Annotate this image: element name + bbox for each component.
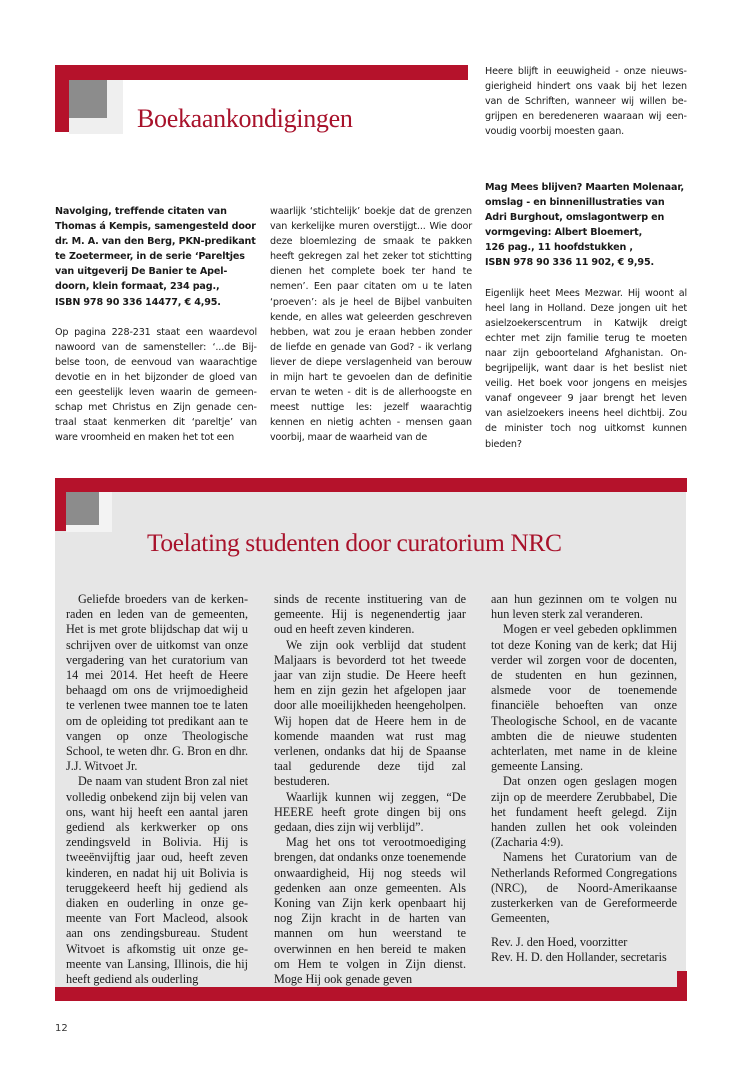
section1-heading: Boekaankondigingen: [137, 104, 353, 133]
section2-col3: [491, 592, 677, 926]
section1-col3-top-text: [485, 64, 687, 139]
book1-info-line: doorn, klein formaat, 234 pag.,: [55, 281, 220, 293]
section1-header-bar-side: [55, 65, 69, 132]
letter-paragraph: Mag het ons tot verootmoediging brengen, dat ondanks onze toenemende onwaardigheid, Hij nog steeds wil gedenken aan onze gemeenten. Als Koning van Zijn kerk openbaart hij nog Zijn kracht in de harten van mannen om hun weerstand te overwinnen en hen bereid te maken om Hem te volgen in Zijn dienst. Moge Hij ook genade geven: [274, 835, 466, 987]
section2-gray-square: [66, 492, 99, 525]
book1-info: [55, 204, 257, 310]
letter-paragraph: De naam van student Bron zal niet volledig onbekend zijn bij velen van ons, want hij heeft een aantal jaren gediend als kerkwerker op ons zendingsveld in Bolivia. Hij is tweeënvijftig jaar oud, heeft zeven kinderen, en nadat hij uit Bolivia is teruggekeerd heeft hij gediend als diaken en ouderling in onze gemeente van Fort Macleod, alsook aan ons zendingsbureau. Student Witvoet is afkomstig uit onze gemeente van Lansing, Illinois, die hij heeft gediend als ouderling: [66, 774, 248, 987]
letter-paragraph: Waarlijk kunnen wij zeggen, “De HEERE heeft grote dingen bij ons gedaan, dies zijn wij verblijd”.: [274, 789, 466, 835]
signature-chair: Rev. J. den Hoed, voorzitter: [491, 935, 628, 949]
book2-info-line: 126 pag., 11 hoofdstukken ,: [485, 242, 633, 254]
section2-left-bar: [55, 478, 66, 531]
section2-bottom-bar: [55, 987, 686, 1001]
letter-paragraph: Namens het Curatorium van de Netherlands Reformed Congregations (NRC), de Noord-Amerikaanse zusterkerken van de Gereformeerde Gemeenten,: [491, 850, 677, 926]
section1-col3: [485, 180, 687, 452]
letter-paragraph: sinds de recente instituering van de gemeente. Hij is negenendertig jaar oud en heeft zeven kinderen.: [274, 592, 466, 637]
book1-info-line: van uitgeverij De Banier te Apel-: [55, 266, 228, 278]
book1-info-line: Navolging, treffende citaten van: [55, 206, 227, 217]
section2-heading: Toelating studenten door curatorium NRC: [147, 528, 562, 557]
book2-info-line: omslag - en binnenillustraties van: [485, 197, 665, 209]
section1-col2: [270, 204, 472, 446]
section2-col2: [274, 592, 466, 987]
section2-top-bar: [55, 478, 687, 492]
book2-info-line: Adri Burghout, omslagontwerp en: [485, 212, 665, 224]
book2-review-paragraph: Eigenlijk heet Mees Mezwar. Hij woont al heel lang in Holland. Deze jongen uit het asielzoekerscentrum in Katwijk dreigt echter met zijn familie terug te moeten naar zijn geboorteland Afghanistan. Onbegrijpelijk, want daar is het beslist niet veilig. Het boek voor jongens en meisjes vanaf ongeveer 9 jaar brengt het leven van asielzoekers ineens heel dichtbij. Zou de minister toch nog uitkomst kunnen bieden?: [485, 287, 687, 450]
section1-header-gray-square: [69, 80, 107, 118]
section1-header-bar: [55, 65, 468, 80]
book2-info-line: ISBN 978 90 336 11 902, € 9,95.: [485, 257, 654, 269]
letter-paragraph: aan hun gezinnen om te volgen nu hun leven sterk zal veranderen.: [491, 592, 677, 622]
section2-col1: [66, 592, 248, 987]
letter-paragraph: Geliefde broeders van de kerkenraden en leden van de gemeenten, Het is met grote blijdschap dat wij u schrijven over de uitkomst van onze vergadering van het curatorium van 14 mei 2014. Het heeft de Heere behaagd om ons de vrijmoedigheid te verlenen twee mannen toe te laten om de opleiding tot predikant aan te vangen op onze Theologische School, te weten dhr. G. Bron en dhr. J.J. Witvoet Jr.: [66, 592, 248, 774]
letter-paragraph: Mogen er veel gebeden opklimmen tot deze Koning van de kerk; dat Hij verder wil zorgen voor de docenten, de studenten en hun gezinnen, alsmede voor de toenemende financiële behoeften van onze Theologische School, en de vacante ambten die de nieuwe studenten achterlaten, met name in de kleine gemeente Lansing.: [491, 622, 677, 774]
book2-info-line: vormgeving: Albert Bloemert,: [485, 227, 643, 239]
letter-paragraph: Dat onzen ogen geslagen mogen zijn op de meerdere Zerubbabel, Die het fundament heeft gelegd. Zijn handen zullen het ook voleinden (Zacharia 4:9).: [491, 774, 677, 850]
book1-info-line: Thomas á Kempis, samengesteld door: [55, 221, 256, 233]
letter-paragraph: We zijn ook verblijd dat student Maljaars is bevorderd tot het tweede jaar van zijn studie. De Heere heeft hem en zijn gezin het afgelopen jaar door alle moeilijkheden heengeholpen. Wij hopen dat de Heere hem in de komende maanden wat rust mag verlenen, ondanks dat hij de Spaanse taal gedurende deze tijd zal bestuderen.: [274, 637, 466, 789]
book1-review-continued: waarlijk ‘stichtelijk’ boekje dat de grenzen van kerkelijke muren overstijgt... Wie door deze bloemlezing de smaak te pakken heeft gekregen zal het zeker tot stichtting dienen het complete boek ter hand te nemen’. Een paar citaten om u te laten ‘proeven’: als je heel de Bijbel vanbuiten kende, en alles wat geleerden geschreven hebben, wat zou je eraan hebben zonder de liefde en genade van God? - ik verlang liever de diepe verslagenheid van berouw in mijn hart te gevoelen dan de definitie ervan te weten - dit is de allerhoogste en meest nuttige les: jezelf waarachtig kennen en nietig achten - mensen gaan voorbij, maar de waarheid van de: [270, 206, 472, 444]
section2-right-bar: [677, 971, 687, 1001]
book1-info-line: ISBN 978 90 336 14477, € 4,95.: [55, 296, 221, 308]
section1-col1: [55, 204, 257, 445]
signatures: [491, 935, 691, 965]
signature-secretary: Rev. H. D. den Hollander, secretaris: [491, 950, 667, 965]
book2-info-line: Mag Mees blijven? Maarten Molenaar,: [485, 182, 684, 193]
page-number: 12: [55, 1023, 68, 1034]
section1-col3-top-paragraph: Heere blijft in eeuwigheid - onze nieuwsgierigheid hindert ons vaak bij het lezen van de Schriften, wanneer wij willen begrijpen en beredeneren waaraan wij eenvoudig voorbij moesten gaan.: [485, 66, 687, 138]
book1-review-paragraph: Op pagina 228-231 staat een waardevol nawoord van de samensteller: ‘...de Bijbelse toon, de eenvoud van waarachtige devotie en in het bijzonder de gloed van een geestelijk leven waarin de gemeenschap met Christus en Zijn genade centraal staat kenmerken dit ‘pareltje’ van ware vroomheid en maken het tot een: [55, 326, 257, 444]
book1-info-line: te Zoetermeer, in de serie ‘Pareltjes: [55, 251, 245, 263]
book1-info-line: dr. M. A. van den Berg, PKN-predikant: [55, 236, 256, 248]
book2-info: [485, 180, 687, 271]
